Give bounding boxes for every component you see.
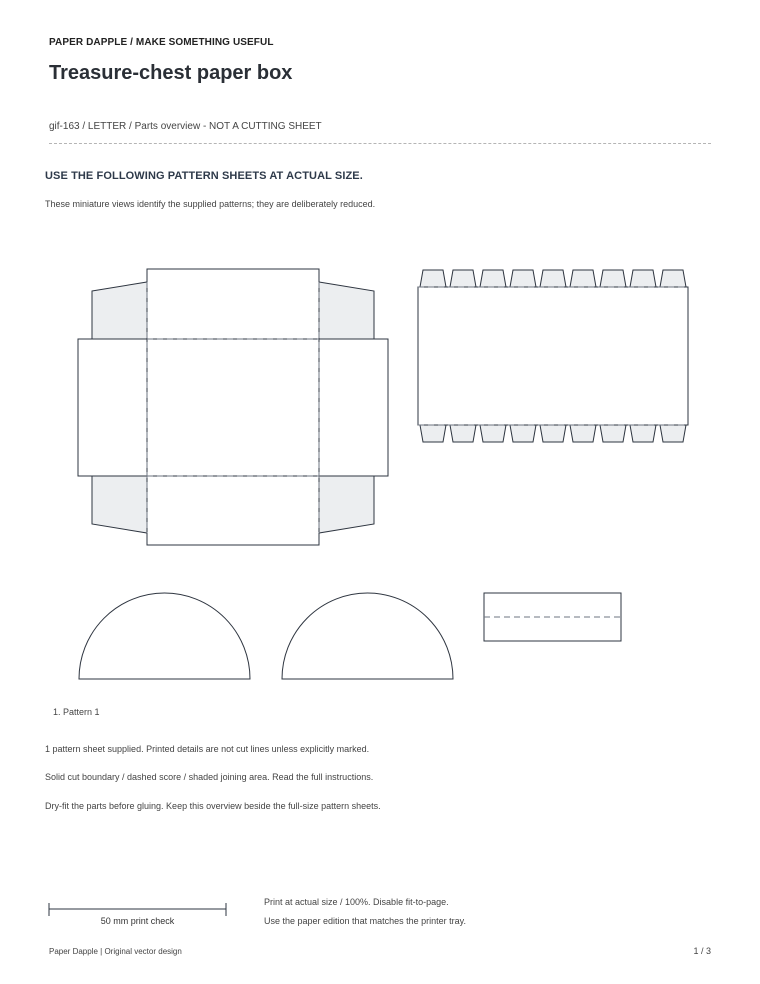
glue-tab-bottom — [480, 425, 506, 442]
glue-tab-top — [510, 270, 536, 287]
figure-caption: 1. Pattern 1 — [53, 707, 100, 717]
instructions-intro: These miniature views identify the supplied patterns; they are deliberately reduced. — [45, 199, 376, 209]
lid-band-panel — [418, 287, 688, 425]
glue-tab-bottom — [540, 425, 566, 442]
glue-tab-top — [450, 270, 476, 287]
base-panel-right — [319, 339, 388, 476]
glue-tab-bottom — [660, 425, 686, 442]
lid-end-semicircle-right — [282, 593, 453, 679]
brand-breadcrumb: PAPER DAPPLE / MAKE SOMETHING USEFUL — [49, 37, 274, 48]
glue-tab-top — [600, 270, 626, 287]
glue-tab-bottom — [450, 425, 476, 442]
note-dry-fit: Dry-fit the parts before gluing. Keep this overview beside the full-size pattern sheets. — [45, 801, 381, 811]
lid-band-strip — [418, 270, 688, 442]
base-panel-center — [147, 339, 319, 476]
glue-tab-bottom — [600, 425, 626, 442]
scale-bar-label: 50 mm print check — [100, 916, 175, 926]
glue-tab-top — [660, 270, 686, 287]
footer-credit: Paper Dapple | Original vector design — [49, 947, 182, 956]
box-base-net — [78, 269, 388, 545]
glue-tab-top — [420, 270, 446, 287]
instructions-heading: USE THE FOLLOWING PATTERN SHEETS AT ACTUAL SIZE. — [45, 170, 363, 182]
note-sheet-count: 1 pattern sheet supplied. Printed details are not cut lines unless explicitly marked. — [45, 744, 370, 754]
document-meta: gif-163 / LETTER / Parts overview - NOT A CUTTING SHEET — [49, 121, 322, 132]
glue-flap-bottom-right — [319, 476, 374, 533]
glue-tab-bottom — [630, 425, 656, 442]
base-panel-top — [147, 269, 319, 339]
print-instruction: Print at actual size / 100%. Disable fit-to-page. — [264, 897, 449, 907]
page-number: 1 / 3 — [693, 946, 711, 956]
glue-tab-top — [570, 270, 596, 287]
base-panel-bottom — [147, 476, 319, 545]
glue-flap-top-right — [319, 282, 374, 339]
glue-flap-top-left — [92, 282, 147, 339]
page-title: Treasure-chest paper box — [49, 62, 293, 84]
glue-tab-top — [540, 270, 566, 287]
glue-tab-top — [480, 270, 506, 287]
glue-tab-bottom — [570, 425, 596, 442]
glue-flap-bottom-left — [92, 476, 147, 533]
glue-tab-bottom — [420, 425, 446, 442]
note-line-legend: Solid cut boundary / dashed score / shaded joining area. Read the full instructions. — [45, 772, 374, 782]
lid-end-semicircle-left — [79, 593, 250, 679]
paper-instruction: Use the paper edition that matches the printer tray. — [264, 916, 466, 926]
glue-tab-top — [630, 270, 656, 287]
base-panel-left — [78, 339, 147, 476]
glue-tab-bottom — [510, 425, 536, 442]
